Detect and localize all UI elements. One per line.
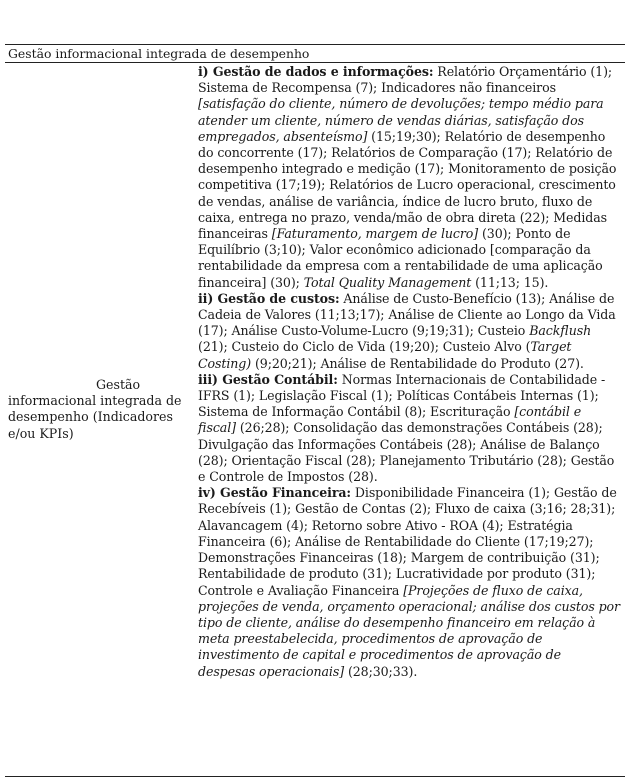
body-text: (30); Ponto de Equilíbrio (3;10); Valor econômico adicionado [comparação da rentabilidade da empresa com a rentabilidade de uma aplicação financeira] (30); xyxy=(198,226,603,290)
section-gestao-contabil xyxy=(198,372,620,485)
section-heading: i) Gestão de dados e informações: xyxy=(198,64,434,79)
body-text: (9;20;21); Análise de Rentabilidade do Produto (27). xyxy=(251,355,584,371)
italic-text: [satisfação do cliente, número de devoluções; tempo médio para atender um cliente, número de vendas diárias, satisfação dos empregados, absenteísmo] xyxy=(198,96,604,144)
body-text: (11;13; 15). xyxy=(471,274,549,290)
italic-text: [Faturamento, margem de lucro] xyxy=(271,226,479,242)
row-content-cell xyxy=(198,64,620,680)
section-gestao-dados-informacoes xyxy=(198,64,620,291)
body-text: Normas Internacionais de Contabilidade - IFRS (1); Legislação Fiscal (1); Políticas Contábeis Internas (1); Sistema de Informação Contábil (8); Escrituração xyxy=(198,371,606,420)
section-gestao-financeira xyxy=(198,485,620,679)
body-text: (15;19;30); Relatório de desempenho do concorrente (17); Relatórios de Comparação (17); Relatório de desempenho integrado e medição (17); Monitoramento de posição competitiva (17;19); Relatórios de Lucro operacional, crescimento de vendas, análise de variância, índice de lucro bruto, fluxo de caixa, entrega no prazo, venda/mão de obra direta (22); Medidas financeiras xyxy=(198,128,617,242)
body-text: Análise de Custo-Benefício (13); Análise de Cadeia de Valores (11;13;17); Análise de Cliente ao Longo da Vida (17); Análise Custo-Volume-Lucro (9;19;31); Custeio xyxy=(198,290,616,339)
italic-text: Total Quality Management xyxy=(303,274,472,290)
row-label-first-word: Gestão xyxy=(96,377,141,392)
row-label-cell xyxy=(8,377,188,442)
italic-text: Target Costing) xyxy=(198,339,572,371)
table-bottom-rule xyxy=(5,776,625,777)
body-text: Disponibilidade Financeira (1); Gestão de Recebíveis (1); Gestão de Contas (2); Fluxo de caixa (3;16; 28;31); Alavancagem (4); Retorno sobre Ativo - ROA (4); Estratégia Financeira (6); Análise de Rentabilidade do Cliente (17;19;27); Demonstrações Financeiras (18); Margem de contribuição (31); Rentabilidade de produto (31); Lucratividade por produto (31); Controle e Avaliação Financeira xyxy=(198,485,617,598)
body-text: (21); Custeio do Ciclo de Vida (19;20); Custeio Alvo ( xyxy=(198,339,531,355)
table-title: Gestão informacional integrada de desempenho xyxy=(8,46,310,61)
table-header-rule xyxy=(5,62,625,63)
section-gestao-custos xyxy=(198,291,620,372)
body-text: (26;28); Consolidação das demonstrações Contábeis (28); Divulgação das Informações Contábeis (28); Análise de Balanço (28); Orientação Fiscal (28); Planejamento Tributário (28); Gestão e Controle de Impostos (28). xyxy=(198,420,615,485)
italic-text: Backflush xyxy=(529,323,592,339)
body-text: Relatório Orçamentário (1); Sistema de Recompensa (7); Indicadores não financeiros xyxy=(198,64,613,96)
row-label-rest: informacional integrada de desempenho (Indicadores e/ou KPIs) xyxy=(8,393,182,441)
section-heading: iii) Gestão Contábil: xyxy=(198,371,338,387)
italic-text: [contábil e fiscal] xyxy=(198,404,582,436)
italic-text: [Projeções de fluxo de caixa, projeções de venda, orçamento operacional; análise dos custos por tipo de cliente, análise do desempenho financeiro em relação à meta preestabelecida, procedimentos de aprovação de investimento de capital e procedimentos de aprovação de despesas operacionais] xyxy=(198,582,620,679)
body-text: (28;30;33). xyxy=(344,663,418,679)
section-heading: ii) Gestão de custos: xyxy=(198,290,340,306)
section-heading: iv) Gestão Financeira: xyxy=(198,485,351,501)
